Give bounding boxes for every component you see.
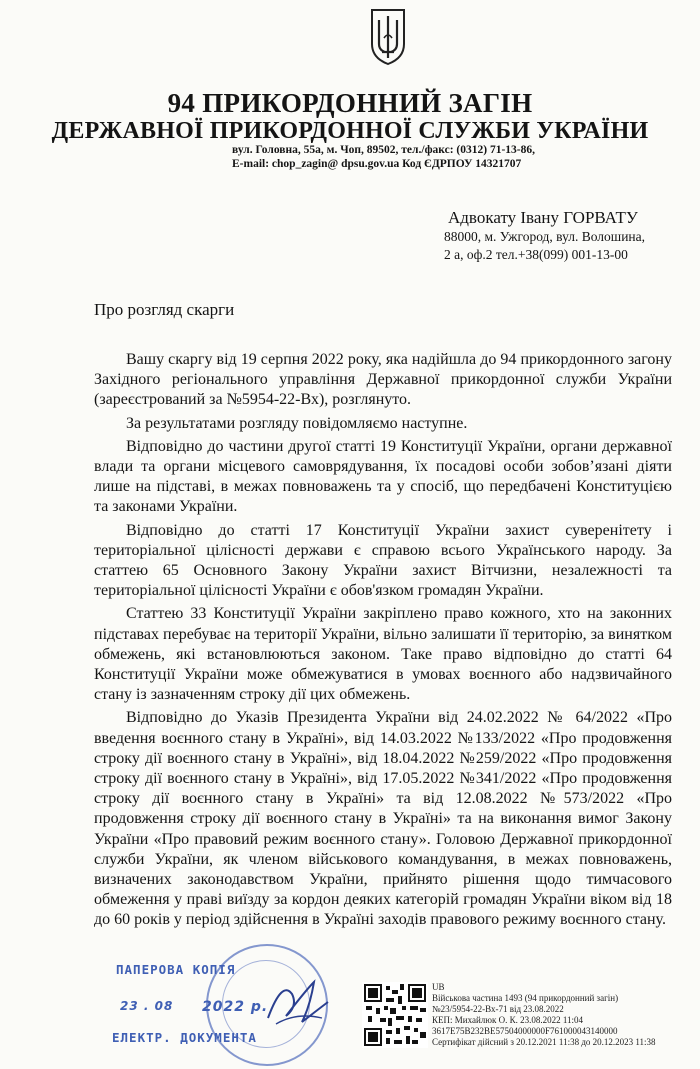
esign-line: 3617E75B232BE57504000000F761000043140000 (432, 1026, 618, 1036)
handwritten-signature (262, 972, 332, 1032)
stamp-title: ПАПЕРОВА КОПІЯ (116, 962, 236, 977)
esign-line: Сертифікат дійсний з 20.12.2021 11:38 до 20.12.2023 11:38 (432, 1037, 656, 1047)
stamp-subtitle: ЕЛЕКТР. ДОКУМЕНТА (112, 1030, 257, 1045)
esign-line: КЕП: Михайлюк О. К. 23.08.2022 11:04 (432, 1015, 584, 1025)
paragraph: Відповідно до статті 17 Конституції України захист суверенітету і територіальної цілісності держави є справою всього Українського народу. За статтею 65 Основного Закону України захист Вітчизни, незалежності та територіальної цілісності України є обов'язком громадян України. (94, 521, 672, 600)
qr-code (362, 982, 428, 1048)
electronic-signature-info (432, 982, 656, 1048)
letter-body (94, 350, 672, 934)
organization-contacts: E-mail: chop_zagin@ dpsu.gov.ua Код ЄДРПОУ 14321707 (232, 158, 522, 170)
paragraph: Вашу скаргу від 19 серпня 2022 року, яка надійшла до 94 прикордонного загону Західного регіонального управління Державної прикордонної служби України (зареєстрований за №5954-22-Вх), розглянуто. (94, 351, 672, 409)
trident-icon (368, 8, 408, 66)
letter-subject: Про розгляд скарги (94, 300, 235, 319)
esign-line: Військова частина 1493 (94 прикордонний загін) (432, 993, 619, 1003)
paragraph: Відповідно до Указів Президента України від 24.02.2022 № 64/2022 «Про введення воєнного стану в Україні», від 14.03.2022 №133/2022 «Про продовження строку дії воєнного стану в Україні», від 18.04.2022 №259/2022 «Про продовження строку дії воєнного стану в Україні», від 17.05.2022 №341/2022 «Про продовження строку дії воєнного стану в Україні» та від 12.08.2022 №573/2022 «Про продовження строку дії воєнного стану в Україні» та на виконання вимог Закону України «Про правовий режим воєнного стану». Головою Державної прикордонної служби України, як членом військового командування, в межах повноважень, визначених законодавством України, прийнято рішення щодо тимчасового обмеження у праві виїзду за кордон деяких категорій громадян України віком від 18 до 60 років у період здійснення в Україні заходів правового режиму воєнного стану. (94, 709, 672, 929)
stamp-year: 2022 р. (202, 999, 269, 1015)
organization-address: вул. Головна, 55а, м. Чоп, 89502, тел./факс: (0312) 71-13-86, (232, 144, 535, 156)
recipient-address-line1: 88000, м. Ужгород, вул. Волошина, (444, 229, 646, 244)
esign-line: UB (432, 982, 445, 992)
organization-name-line1: 94 ПРИКОРДОННИЙ ЗАГІН (167, 88, 533, 118)
paragraph: Статтею 33 Конституції України закріплено право кожного, хто на законних підставах перебуває на території України, вільно залишати її територію, за винятком обмежень, які встановлюються законом. Таке право відповідно до статті 64 Конституції України може обмежуватися в умовах воєнного або надзвичайного стану із зазначенням строку дії цих обмежень. (94, 605, 672, 704)
paragraph: Відповідно до частини другої статті 19 Конституції України, органи державної влади та органи місцевого самоврядування, їх посадові особи зобов’язані діяти лише на підставі, в межах повноважень та у спосіб, що передбачені Конституцією та законами України. (94, 437, 672, 516)
stamp-date: 23 . 08 (120, 999, 174, 1013)
esign-line: №23/5954-22-Вх-71 від 23.08.2022 (432, 1004, 564, 1014)
recipient-address-line2: 2 а, оф.2 тел.+38(099) 001-13-00 (444, 247, 628, 262)
organization-name-line2: ДЕРЖАВНОЇ ПРИКОРДОННОЇ СЛУЖБИ УКРАЇНИ (51, 118, 649, 144)
recipient-name: Адвокату Івану ГОРВАТУ (448, 208, 638, 227)
paragraph: За результатами розгляду повідомляємо наступне. (126, 414, 468, 432)
